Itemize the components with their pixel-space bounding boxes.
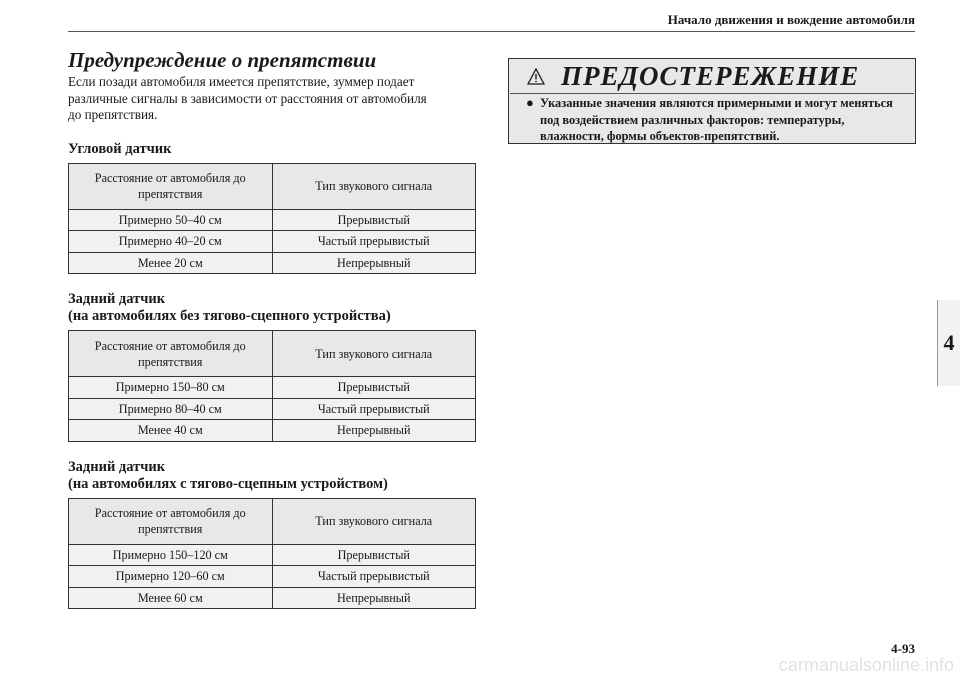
table-row xyxy=(69,544,476,566)
table-row xyxy=(69,420,476,442)
signal-cell: Непрерывный xyxy=(272,587,476,609)
distance-cell: Менее 40 см xyxy=(69,420,273,442)
distance-cell: Менее 60 см xyxy=(69,587,273,609)
chapter-tab xyxy=(937,300,960,386)
warning-header xyxy=(509,59,915,93)
running-header: Начало движения и вождение автомобиля xyxy=(667,12,915,27)
column-header-distance: Расстояние от автомобиля до препятствия xyxy=(69,498,273,544)
distance-cell: Менее 20 см xyxy=(69,252,273,274)
rear-sensor-no-towbar-block xyxy=(68,291,476,442)
distance-cell: Примерно 120–60 см xyxy=(69,566,273,588)
distance-cell: Примерно 80–40 см xyxy=(69,398,273,420)
page-number: 4-93 xyxy=(891,641,915,656)
table-subheading: (на автомобилях с тягово-сцепным устройством) xyxy=(68,475,388,492)
table-row xyxy=(69,252,476,274)
signal-cell: Прерывистый xyxy=(272,377,476,399)
signal-cell: Прерывистый xyxy=(272,209,476,231)
table-row xyxy=(69,587,476,609)
table-row xyxy=(69,398,476,420)
table-row xyxy=(69,231,476,253)
chapter-tab-label: 4 xyxy=(943,330,955,355)
intro-line-3: до препятствия. xyxy=(68,107,158,122)
section-title: Предупреждение о препятствии xyxy=(68,48,377,72)
table-subheading: (на автомобилях без тягово-сцепного устройства) xyxy=(68,308,391,324)
signal-cell: Частый прерывистый xyxy=(272,566,476,588)
left-column xyxy=(68,38,476,609)
warning-divider xyxy=(510,93,914,94)
table-row xyxy=(69,209,476,231)
signal-cell: Прерывистый xyxy=(272,544,476,566)
table-heading: Задний датчик xyxy=(68,291,166,307)
table-header-row xyxy=(69,331,476,377)
distance-cell: Примерно 40–20 см xyxy=(69,231,273,253)
column-header-signal: Тип звукового сигнала xyxy=(272,331,476,377)
intro-line-2: различные сигналы в зависимости от расстояния от автомобиля xyxy=(68,90,427,106)
warning-title: ПРЕДОСТЕРЕЖЕНИЕ xyxy=(561,61,860,91)
rear-sensor-towbar-block xyxy=(68,459,476,610)
warning-box xyxy=(508,58,916,144)
distance-cell: Примерно 150–80 см xyxy=(69,377,273,399)
warning-body xyxy=(526,95,906,145)
rear-sensor-no-towbar-table xyxy=(68,330,476,442)
warning-triangle-icon xyxy=(527,68,545,85)
signal-cell: Непрерывный xyxy=(272,252,476,274)
signal-cell: Непрерывный xyxy=(272,420,476,442)
distance-cell: Примерно 50–40 см xyxy=(69,209,273,231)
table-row xyxy=(69,377,476,399)
column-header-distance: Расстояние от автомобиля до препятствия xyxy=(69,331,273,377)
intro-paragraph xyxy=(68,74,476,124)
bullet-icon: ● xyxy=(526,95,534,110)
corner-sensor-block xyxy=(68,141,476,275)
signal-cell: Частый прерывистый xyxy=(272,398,476,420)
column-header-distance: Расстояние от автомобиля до препятствия xyxy=(69,163,273,209)
table-heading: Задний датчик xyxy=(68,458,166,475)
table-row xyxy=(69,566,476,588)
column-header-signal: Тип звукового сигнала xyxy=(272,498,476,544)
table-heading: Угловой датчик xyxy=(68,140,172,157)
watermark: carmanualsonline.info xyxy=(778,655,954,675)
table-header-row xyxy=(69,163,476,209)
distance-cell: Примерно 150–120 см xyxy=(69,544,273,566)
warning-text: Указанные значения являются примерными и могут меняться под воздействием различных факторов: температуры, влажности, формы объектов-препятствий. xyxy=(540,96,893,143)
corner-sensor-table xyxy=(68,163,476,275)
column-header-signal: Тип звукового сигнала xyxy=(272,163,476,209)
intro-line-1: Если позади автомобиля имеется препятствие, зуммер подает xyxy=(68,74,415,89)
header-rule xyxy=(68,31,915,32)
table-header-row xyxy=(69,498,476,544)
rear-sensor-towbar-table xyxy=(68,498,476,610)
signal-cell: Частый прерывистый xyxy=(272,231,476,253)
